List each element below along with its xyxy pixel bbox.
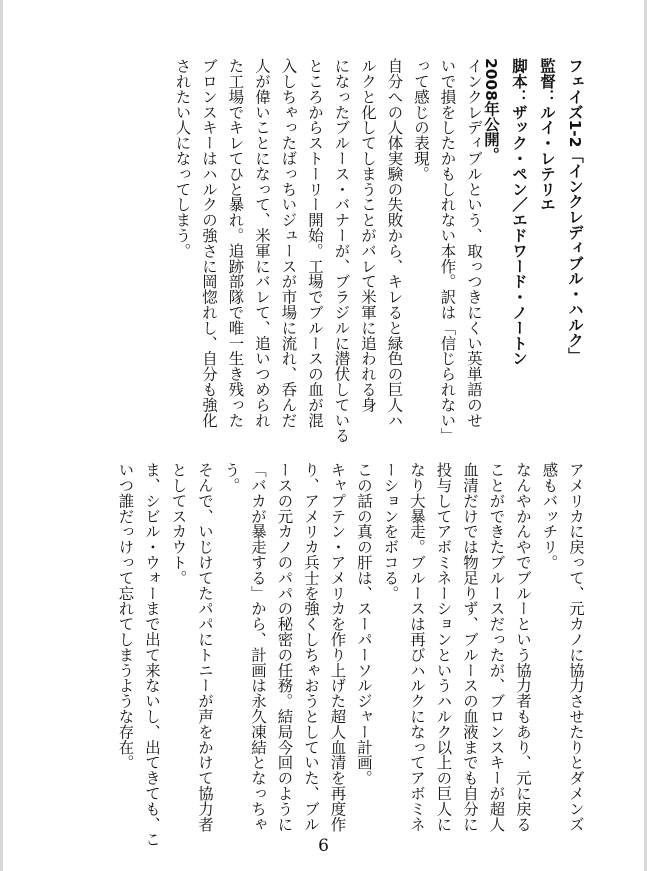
text-line: ことができたブルースだったが、ブロンスキーが超人 bbox=[487, 462, 506, 832]
text-line: いつ誰だっけって忘れてしまうような存在。 bbox=[116, 462, 135, 770]
body-text-lower bbox=[112, 462, 589, 847]
writer-credit: 脚本：ザック・ペン／エドワード・ノートン bbox=[510, 58, 528, 366]
text-line: ルクと化してしまうことがバレて米軍に追われる身 bbox=[359, 58, 377, 413]
text-line: いで損をしたかもしれない本作。訳は「信じられない」 bbox=[438, 58, 457, 443]
text-line: 「バカが暴走する」から、計画は永久凍結となっちゃ bbox=[249, 462, 267, 832]
text-line: インクレディブルという、取っつきにくい英単語のせ bbox=[465, 58, 483, 428]
text-line: ブロンスキーはハルクの強さに岡惚れし、自分も強化 bbox=[200, 58, 218, 428]
text-line: この話の真の肝は、スーパーソルジャー計画。 bbox=[355, 462, 373, 786]
page-edge-left bbox=[0, 0, 3, 871]
text-line: 血清だけでは物足りず、ブルースの血液までも自分に bbox=[461, 462, 479, 832]
text-line: ところからストーリー開始。工場でブルースの血が混 bbox=[306, 58, 324, 428]
release-year: 2008年公開。 bbox=[482, 58, 500, 163]
text-line: 投与してアボミネーションというハルク以上の巨人に bbox=[434, 462, 453, 832]
text-line: って感じの表現。 bbox=[412, 58, 430, 182]
text-line: う。 bbox=[222, 462, 241, 493]
text-line: 人が偉いことになって、米軍にバレて、追いつめられ bbox=[253, 58, 271, 428]
movie-title: フェイズ1-2「インクレディブル・ハルク」 bbox=[566, 58, 584, 364]
body-text-upper bbox=[169, 58, 487, 458]
text-line: 自分への人体実験の失敗から、キレると緑色の巨人ハ bbox=[385, 58, 404, 428]
text-line: 感もバッチリ。 bbox=[540, 462, 559, 570]
text-line: り、アメリカ兵士を強くしちゃおうとしていた、ブル bbox=[302, 462, 320, 832]
text-line: ま、シビル・ウォーまで出て来ないし、出てきても、こ bbox=[143, 462, 161, 847]
director-credit: 監督：ルイ・レテリエ bbox=[538, 58, 556, 212]
text-line: ーションをボコる。 bbox=[381, 462, 400, 601]
page-number: 6 bbox=[318, 836, 329, 856]
text-line: アメリカに戻って、元カノに協力させたりとダメンズ bbox=[567, 462, 585, 832]
text-line: 入しちゃったばっちいジュースが市場に流れ、呑んだ bbox=[279, 58, 298, 428]
text-line: ースの元カノのパパの秘密の任務。結局今回のように bbox=[275, 462, 294, 832]
text-line: されたい人になってしまう。 bbox=[173, 58, 192, 259]
text-line: になったブルース・バナーが、ブラジルに潜伏している bbox=[332, 58, 351, 443]
text-line: た工場でキレてひと暴れ。追跡部隊で唯一生き残った bbox=[226, 58, 245, 428]
text-line: なり大暴走。ブルースは再びハルクになってアボミネ bbox=[408, 462, 426, 832]
text-line: そんで、いじけてたパパにトニーが声をかけて協力者 bbox=[196, 462, 214, 832]
text-line: キャプテン・アメリカを作り上げた超人血清を再度作 bbox=[328, 462, 347, 832]
text-line: なんやかんやでブルーという協力者もあり、元に戻る bbox=[514, 462, 532, 832]
credits-block bbox=[477, 58, 589, 398]
text-line: としてスカウト。 bbox=[169, 462, 188, 586]
